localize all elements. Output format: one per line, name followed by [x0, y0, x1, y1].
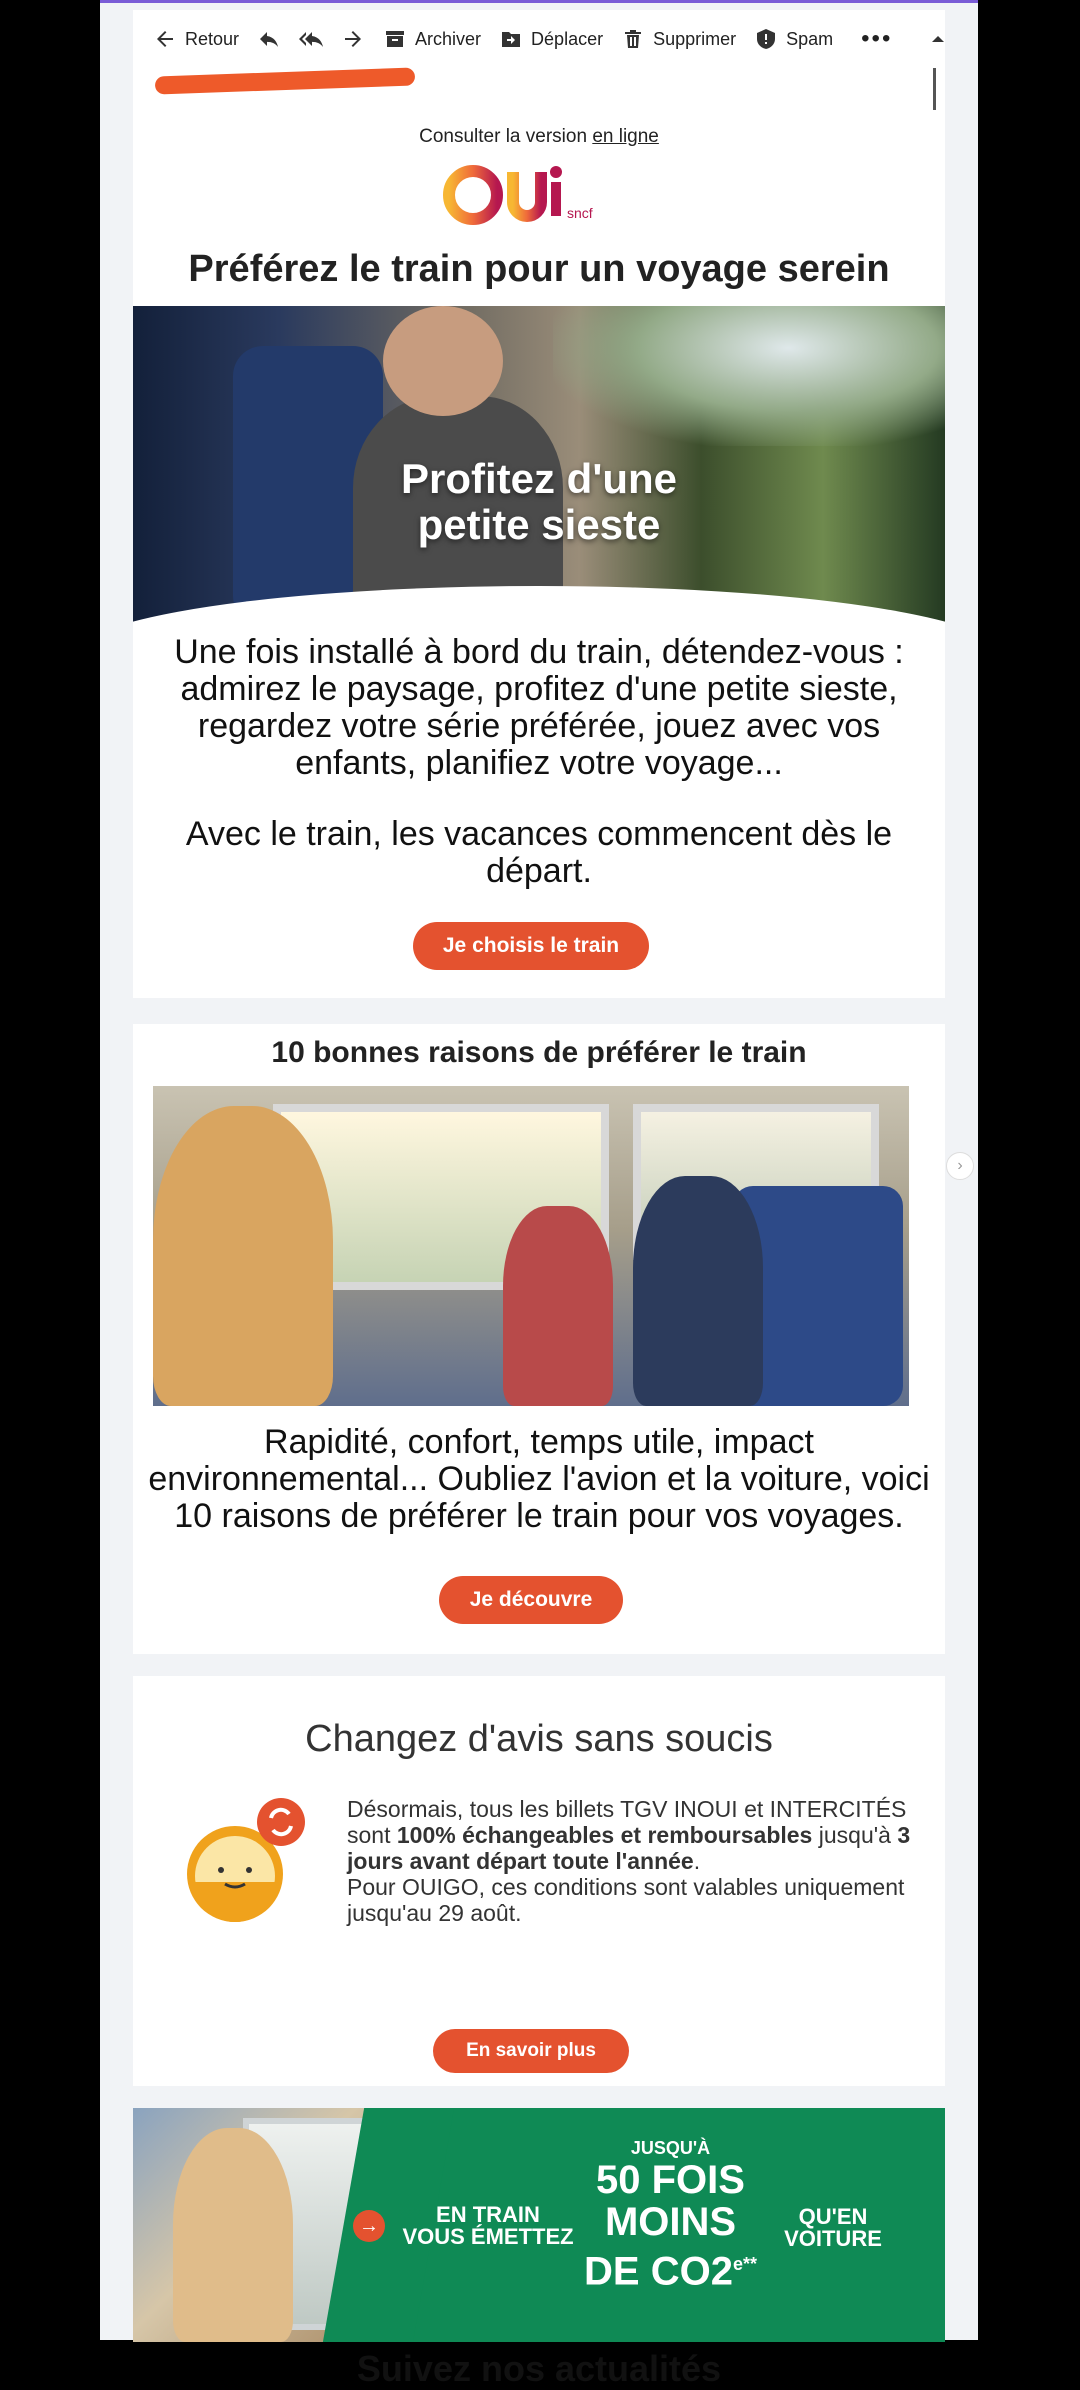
section3-text-c: jusqu'à [812, 1822, 898, 1848]
online-version-line [133, 126, 945, 148]
left-black-strip [0, 0, 100, 2340]
spam-button[interactable] [754, 27, 833, 51]
banner-left-line1: EN TRAIN [436, 2202, 540, 2227]
mail-page [100, 0, 978, 2389]
archive-icon [383, 27, 407, 51]
scrollbar-thumb[interactable] [933, 68, 936, 110]
oui-sncf-logo [443, 160, 643, 230]
arrow-right-icon: → [353, 2210, 385, 2242]
more-icon: ••• [861, 25, 893, 52]
svg-text:sncf: sncf [567, 205, 593, 221]
banner-right-line1: QU'EN [798, 2204, 868, 2229]
section-serein [133, 68, 945, 998]
more-button[interactable] [861, 25, 892, 53]
email-body [133, 68, 945, 2389]
reply-all-button[interactable] [299, 27, 323, 51]
learn-more-button[interactable]: En savoir plus [433, 2029, 629, 2073]
next-message-arrow[interactable] [946, 1152, 974, 1180]
section3-text [347, 1796, 917, 1926]
online-link[interactable]: en ligne [592, 126, 659, 147]
trash-icon [621, 27, 645, 51]
forward-button[interactable] [341, 27, 365, 51]
discover-button[interactable]: Je découvre [439, 1576, 623, 1624]
section3-text-e: . [693, 1848, 701, 1874]
arrow-right-icon [341, 27, 365, 51]
section1-title: Préférez le train pour un voyage serein [188, 248, 890, 290]
reply-icon [257, 27, 281, 51]
spam-label: Spam [786, 28, 834, 49]
back-label: Retour [185, 28, 240, 49]
section3-text-a: Désormais, tous les billets TGV INOUI et INTERCITÉS sont [347, 1796, 907, 1848]
caret-up-icon [926, 27, 950, 51]
archive-label: Archiver [415, 28, 482, 49]
banner-center-text [578, 2138, 763, 2292]
folder-move-icon [499, 27, 523, 51]
banner-center-line1: 50 FOIS [596, 2158, 745, 2202]
hero-caption-line1: Profitez d'une [401, 455, 677, 502]
archive-button[interactable] [383, 27, 481, 51]
move-label: Déplacer [531, 28, 604, 49]
banner-center-small: JUSQU'À [630, 2138, 711, 2158]
section1-paragraph1: Une fois installé à bord du train, détendez-vous : admirez le paysage, profitez d'une petite sieste, regardez votre série préférée, jouez avec vos enfants, planifiez votre voyage... [174, 633, 904, 782]
section1-paragraph2: Avec le train, les vacances commencent dès le départ. [185, 815, 893, 890]
section-10-reasons [133, 1024, 945, 1654]
back-button[interactable] [153, 27, 239, 51]
section3-text-b: 100% échangeables et remboursables [396, 1822, 813, 1848]
mail-toolbar [133, 10, 945, 68]
collapse-button[interactable] [926, 27, 950, 51]
shield-icon [754, 27, 778, 51]
reply-all-icon [299, 27, 323, 51]
hero-caption-line2: petite sieste [417, 501, 661, 548]
banner-right-text [763, 2206, 903, 2250]
banner-right-line2: VOITURE [784, 2226, 882, 2251]
section2-title: 10 bonnes raisons de préférer le train [271, 1036, 807, 1069]
nap-photo [133, 306, 945, 626]
choose-train-button[interactable]: Je choisis le train [413, 922, 649, 970]
banner-left-text [399, 2204, 577, 2248]
hero-caption [133, 456, 945, 548]
section3-title: Changez d'avis sans soucis [305, 1718, 773, 1760]
banner-left-line2: VOUS ÉMETTEZ [402, 2224, 574, 2249]
delete-button[interactable] [621, 27, 736, 51]
right-black-strip [978, 0, 1080, 2340]
move-button[interactable] [499, 27, 603, 51]
banner-center-line2: MOINS [604, 2200, 737, 2244]
online-prefix: Consulter la version [419, 126, 593, 147]
section-change-mind [133, 1676, 945, 2086]
banner-center-line3-wrap [578, 2243, 763, 2292]
reply-button[interactable] [257, 27, 281, 51]
banner-center-line3: DE CO2 [584, 2249, 733, 2294]
section2-paragraph: Rapidité, confort, temps utile, impact environnemental... Oubliez l'avion et la voiture, voici 10 raisons de préférer le train pour vos voyages. [148, 1423, 930, 1535]
co2-banner[interactable] [133, 2108, 945, 2342]
exchange-mascot-icon [177, 1786, 317, 1926]
redacted-sender [155, 67, 415, 94]
section3-text-d: 3 jours avant départ toute l'année [347, 1822, 911, 1874]
chevron-right-icon: › [957, 1157, 963, 1174]
footer-title: Suivez nos actualités [356, 2348, 722, 2389]
delete-label: Supprimer [653, 28, 737, 49]
top-accent-line [100, 0, 978, 3]
arrow-left-icon [153, 27, 177, 51]
section3-text-f: Pour OUIGO, ces conditions sont valables uniquement jusqu'au 29 août. [347, 1874, 905, 1926]
banner-center-sup: e** [732, 2254, 757, 2274]
family-train-photo [153, 1086, 909, 1406]
